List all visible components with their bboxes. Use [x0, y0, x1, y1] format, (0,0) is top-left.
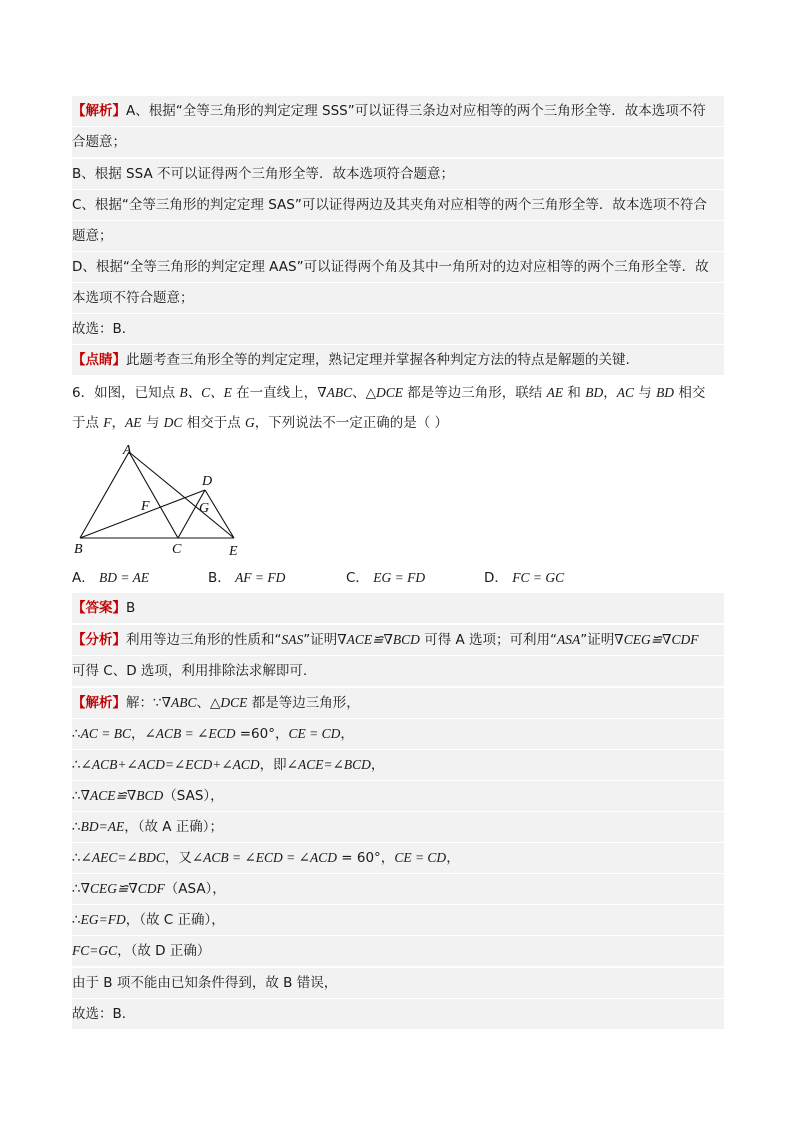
- text: 、: [196, 695, 211, 711]
- block1-line-1: [72, 96, 724, 126]
- text: 由于 B 项不能由已知条件得到，故 B 错误，: [72, 975, 338, 991]
- solution-line-10: [72, 968, 724, 998]
- math: AC: [616, 385, 634, 400]
- block1-line-6: [72, 252, 724, 282]
- segment-ab: [80, 452, 129, 538]
- text: =60°，: [235, 726, 289, 742]
- analysis-line-2: [72, 656, 724, 686]
- solution-line-7: [72, 874, 724, 904]
- text: 在一直线上，: [231, 385, 318, 401]
- text: 解：∵: [126, 695, 162, 711]
- text: ∴: [72, 726, 81, 742]
- text: 题意；: [72, 228, 113, 244]
- segment-bd: [80, 490, 205, 538]
- block1-line-3: [72, 159, 724, 189]
- text: ∴: [72, 850, 81, 866]
- solution-line-9: [72, 936, 724, 966]
- math: CE = CD: [394, 850, 447, 865]
- text: ”证明: [580, 632, 615, 648]
- text: ，（故 C 正确），: [125, 912, 225, 928]
- analysis-line-1: [72, 625, 724, 655]
- text: ，: [111, 415, 126, 431]
- label-a: A: [123, 443, 132, 458]
- text: A、根据“全等三角形的判定定理 SSS”可以证得三条边对应相等的两个三角形全等．故本选项不符: [126, 103, 706, 119]
- option-letter: B．: [208, 570, 231, 586]
- text: ，: [370, 757, 385, 773]
- math: BD: [656, 385, 675, 400]
- solution-line-3: [72, 750, 724, 780]
- label-b: B: [74, 542, 83, 557]
- text: ，: [446, 850, 460, 866]
- analysis-tag: 【解析】: [72, 103, 126, 119]
- option-expr: FC = GC: [512, 570, 565, 585]
- solution-line-11: [72, 999, 724, 1029]
- block1-line-5: [72, 221, 724, 251]
- option-letter: D．: [484, 570, 508, 586]
- text: 6．如图，已知点: [72, 385, 180, 401]
- text: ∴: [72, 757, 81, 773]
- question-line-2: [72, 408, 448, 438]
- math: AC = BC: [80, 726, 131, 741]
- solution-line-5: [72, 812, 724, 842]
- option-expr: EG = FD: [373, 570, 426, 585]
- option-expr: BD = AE: [99, 570, 150, 585]
- triangle-figure: [66, 440, 256, 564]
- math: G: [245, 415, 255, 430]
- text: 与: [633, 385, 657, 401]
- label-e: E: [229, 544, 238, 559]
- text: （SAS），: [163, 788, 224, 804]
- text: D、根据“全等三角形的判定定理 AAS”可以证得两个角及其中一角所对的边对应相等的两个三角形全等．故: [72, 259, 709, 275]
- comment-tag: 【点睛】: [72, 352, 126, 368]
- answer-line: [72, 593, 724, 623]
- text: B、根据 SSA 不可以证得两个三角形全等．故本选项符合题意；: [72, 166, 454, 182]
- solution-line-6: [72, 843, 724, 873]
- solution-line-4: [72, 781, 724, 811]
- text: 故选：B．: [72, 1006, 136, 1022]
- solution-line-1: [72, 688, 724, 718]
- math: ∇ACE≌∇BCD: [337, 632, 420, 647]
- text: 和: [563, 385, 586, 401]
- text: ，又: [164, 850, 192, 866]
- text: 可得 C、D 选项，利用排除法求解即可.: [72, 663, 308, 679]
- segment-ae: [129, 452, 234, 538]
- math: AE: [125, 415, 142, 430]
- math: △DCE: [365, 385, 404, 400]
- block1-comment: [72, 345, 724, 375]
- text: ，即: [259, 757, 287, 773]
- math: ∠AEC=∠BDC: [80, 850, 165, 865]
- segment-de: [205, 490, 234, 538]
- option-d: [484, 566, 564, 590]
- option-c: [346, 566, 425, 590]
- solution-tag: 【解析】: [72, 695, 126, 711]
- math: ASA: [557, 632, 581, 647]
- question-line-1: [72, 378, 705, 408]
- math: FC=GC: [72, 943, 118, 958]
- analysis-tag: 【分析】: [72, 632, 126, 648]
- block1-line-8: [72, 314, 724, 344]
- answer-value: B: [126, 600, 136, 616]
- text: 合题意；: [72, 134, 126, 150]
- text: ，下列说法不一定正确的是（ ）: [254, 415, 449, 431]
- option-expr: AF = FD: [235, 570, 286, 585]
- text: 都是等边三角形，联结: [403, 385, 547, 401]
- math: ∇CEG≌∇CDF: [614, 632, 699, 647]
- option-b: [208, 566, 285, 590]
- math: ∠ACB = ∠ECD: [144, 726, 236, 741]
- math: AE: [546, 385, 564, 400]
- math: ∇CEG≌∇CDF: [80, 881, 165, 896]
- text: 可得 A 选项；可利用“: [419, 632, 558, 648]
- text: 、: [352, 385, 366, 401]
- math: ∇ACE≌∇BCD: [80, 788, 164, 803]
- text: 本选项不符合题意；: [72, 290, 194, 306]
- math: BD=AE: [80, 819, 125, 834]
- text: ，（故 A 正确）；: [124, 819, 224, 835]
- math: B、C、E: [179, 385, 232, 400]
- text: ”证明: [303, 632, 338, 648]
- solution-line-2: [72, 719, 724, 749]
- math: DC: [163, 415, 183, 430]
- text: ，: [340, 726, 354, 742]
- math: CE = CD: [288, 726, 341, 741]
- label-g: G: [199, 501, 210, 516]
- block1-line-4: [72, 190, 724, 220]
- text: 相交: [674, 385, 706, 401]
- math: ∠ACB+∠ACD=∠ECD+∠ACD: [80, 757, 260, 772]
- text: 都是等边三角形，: [247, 695, 360, 711]
- math: △DCE: [210, 695, 248, 710]
- text: ∴: [72, 881, 81, 897]
- text: 于点: [72, 415, 104, 431]
- text: ∴: [72, 912, 81, 928]
- math: BD: [585, 385, 604, 400]
- option-letter: A．: [72, 570, 95, 586]
- math: ∠ACE=∠BCD: [286, 757, 371, 772]
- text: ∴: [72, 788, 81, 804]
- text: C、根据“全等三角形的判定定理 SAS”可以证得两边及其夹角对应相等的两个三角形全等．故本选项不符合: [72, 197, 707, 213]
- math: ∇ABC: [317, 385, 353, 400]
- label-c: C: [172, 542, 182, 557]
- math: ∠ACB = ∠ECD = ∠ACD: [191, 850, 337, 865]
- math: F: [103, 415, 112, 430]
- option-letter: C．: [346, 570, 369, 586]
- text: 相交于点: [182, 415, 245, 431]
- text: ，: [130, 726, 145, 742]
- block1-line-2: [72, 127, 724, 157]
- option-a: [72, 566, 149, 590]
- block1-line-7: [72, 283, 724, 313]
- text: ∴: [72, 819, 81, 835]
- math: ∇ABC: [161, 695, 197, 710]
- text: （ASA），: [164, 881, 226, 897]
- text: ，: [603, 385, 617, 401]
- label-d: D: [202, 474, 213, 489]
- text: ，（故 D 正确）: [117, 943, 211, 959]
- segment-ac: [129, 452, 178, 538]
- label-f: F: [141, 499, 150, 514]
- math: EG=FD: [80, 912, 126, 927]
- text: 与: [141, 415, 164, 431]
- text: 故选：B．: [72, 321, 136, 337]
- text: = 60°，: [336, 850, 395, 866]
- text: 利用等边三角形的性质和“: [126, 632, 282, 648]
- text: 此题考查三角形全等的判定定理，熟记定理并掌握各种判定方法的特点是解题的关键.: [126, 352, 630, 368]
- solution-line-8: [72, 905, 724, 935]
- answer-tag: 【答案】: [72, 600, 126, 616]
- math: SAS: [281, 632, 304, 647]
